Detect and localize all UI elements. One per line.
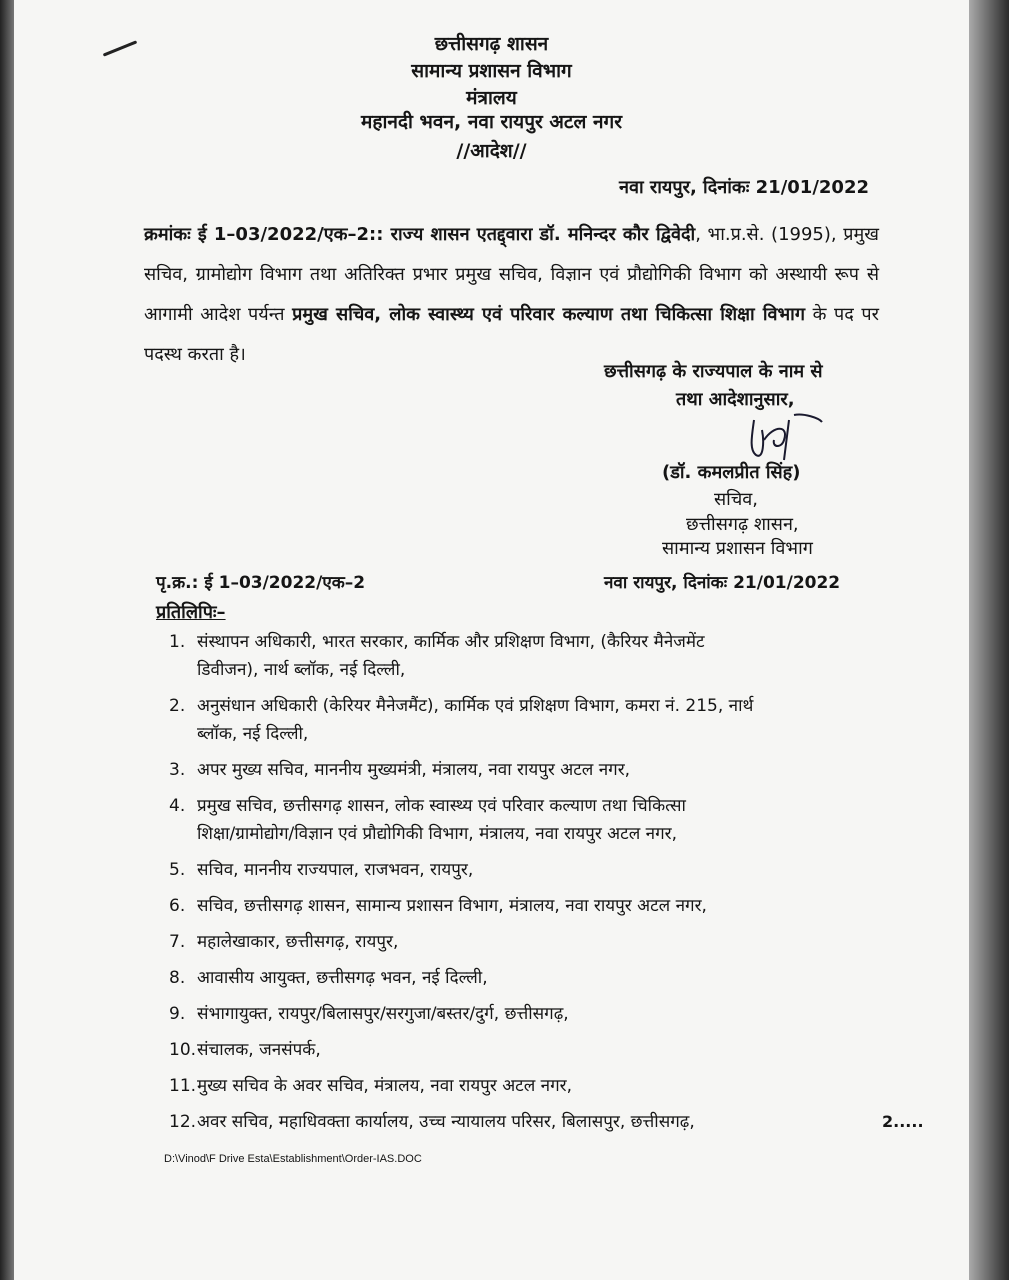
document-page: [14, 0, 969, 1280]
item-text: मुख्य सचिव के अवर सचिव, मंत्रालय, नवा रायपुर अटल नगर,: [197, 1076, 573, 1096]
file-path-footer: D:\Vinod\F Drive Esta\Establishment\Order-IAS.DOC: [164, 1153, 422, 1165]
item-number: 6.: [169, 896, 186, 916]
item-text: सचिव, छत्तीसगढ़ शासन, सामान्य प्रशासन विभाग, मंत्रालय, नवा रायपुर अटल नगर,: [197, 896, 707, 916]
header-government: छत्तीसगढ़ शासन: [434, 33, 549, 55]
page-continuation: 2.....: [882, 1112, 924, 1131]
order-date: नवा रायपुर, दिनांकः 21/01/2022: [618, 177, 869, 198]
list-item: [169, 628, 909, 684]
item-continuation: डिवीजन), नार्थ ब्लॉक, नई दिल्ली,: [197, 660, 406, 680]
endorsement-date: नवा रायपुर, दिनांकः 21/01/2022: [604, 573, 841, 593]
item-text: संभागायुक्त, रायपुर/बिलासपुर/सरगुजा/बस्तर/दुर्ग, छत्तीसगढ़,: [197, 1004, 569, 1024]
item-text: आवासीय आयुक्त, छत्तीसगढ़ भवन, नई दिल्ली,: [197, 968, 488, 988]
item-number: 1.: [169, 632, 186, 652]
item-number: 4.: [169, 796, 186, 816]
item-text: अवर सचिव, महाधिवक्ता कार्यालय, उच्च न्यायालय परिसर, बिलासपुर, छत्तीसगढ़,: [197, 1112, 695, 1132]
item-text: महालेखाकार, छत्तीसगढ़, रायपुर,: [197, 932, 399, 952]
signatory-government: छत्तीसगढ़ शासन,: [686, 514, 799, 535]
posted-position: प्रमुख सचिव, लोक स्वास्थ्य एवं परिवार कल्याण तथा चिकित्सा शिक्षा विभाग: [292, 304, 805, 325]
item-number: 8.: [169, 968, 186, 988]
list-item: [169, 964, 909, 992]
item-number: 5.: [169, 860, 186, 880]
header-department: सामान्य प्रशासन विभाग: [411, 60, 572, 82]
item-number: 11.: [169, 1076, 197, 1096]
authority-line1: छत्तीसगढ़ के राज्यपाल के नाम से: [604, 361, 823, 382]
item-number: 3.: [169, 760, 186, 780]
item-continuation: ब्लॉक, नई दिल्ली,: [197, 724, 309, 744]
signatory-department: सामान्य प्रशासन विभाग: [662, 538, 813, 559]
item-number: 12.: [169, 1112, 197, 1132]
item-text: अनुसंधान अधिकारी (केरियर मैनेजमैंट), कार्मिक एवं प्रशिक्षण विभाग, कमरा नं. 215, नार्थ: [197, 696, 754, 716]
list-item: [169, 856, 909, 884]
header-ministry: मंत्रालय: [466, 87, 517, 109]
signatory-designation: सचिव,: [714, 489, 758, 510]
order-body: [144, 215, 879, 375]
list-item: [169, 1072, 909, 1100]
signatory-name: (डॉ. कमलप्रीत सिंह): [662, 462, 801, 483]
list-item: [169, 1000, 909, 1028]
order-body-part2: , भा.प्र.से. (1995), प्रमुख सचिव, ग्रामोद्योग विभाग तथा अतिरिक्त प्रभार प्रमुख सचिव, विज्ञान एवं प्रौद्योगिकी विभाग को अस्थायी रूप से आगामी आदेश पर्यन्त: [144, 224, 879, 325]
header-address: महानदी भवन, नवा रायपुर अटल नगर: [361, 111, 622, 133]
copy-to-heading: प्रतिलिपिः–: [156, 602, 226, 623]
officer-name: डॉ. मनिन्दर कौर द्विवेदी: [539, 224, 696, 245]
authority-block: [604, 358, 823, 414]
item-number: 10.: [169, 1040, 197, 1060]
list-item: [169, 1108, 909, 1136]
item-text: प्रमुख सचिव, छत्तीसगढ़ शासन, लोक स्वास्थ्य एवं परिवार कल्याण तथा चिकित्सा: [197, 796, 686, 816]
item-text: सचिव, माननीय राज्यपाल, राजभवन, रायपुर,: [197, 860, 474, 880]
order-body-part1: क्रमांकः ई 1–03/2022/एक–2:: राज्य शासन एतद्द्वारा: [144, 224, 540, 245]
item-text: संचालक, जनसंपर्क,: [197, 1040, 321, 1060]
authority-line2: तथा आदेशानुसार,: [676, 389, 795, 410]
scan-edge-left: [0, 0, 14, 1280]
list-item: [169, 928, 909, 956]
list-item: [169, 892, 909, 920]
copy-list: [169, 628, 909, 1144]
scan-edge-right: [969, 0, 1009, 1280]
item-text: अपर मुख्य सचिव, माननीय मुख्यमंत्री, मंत्रालय, नवा रायपुर अटल नगर,: [197, 760, 631, 780]
list-item: [169, 1036, 909, 1064]
endorsement-number: पृ.क्र.: ई 1–03/2022/एक–2: [156, 573, 366, 593]
list-item: [169, 792, 909, 848]
item-number: 9.: [169, 1004, 186, 1024]
list-item: [169, 756, 909, 784]
item-text: संस्थापन अधिकारी, भारत सरकार, कार्मिक और प्रशिक्षण विभाग, (कैरियर मैनेजमेंट: [197, 632, 705, 652]
order-body-part3: के पद पर पदस्थ करता है।: [144, 304, 880, 365]
item-number: 2.: [169, 696, 186, 716]
header-order-title: //आदेश//: [456, 140, 527, 162]
list-item: [169, 692, 909, 748]
item-number: 7.: [169, 932, 186, 952]
item-continuation: शिक्षा/ग्रामोद्योग/विज्ञान एवं प्रौद्योगिकी विभाग, मंत्रालय, नवा रायपुर अटल नगर,: [197, 824, 678, 844]
